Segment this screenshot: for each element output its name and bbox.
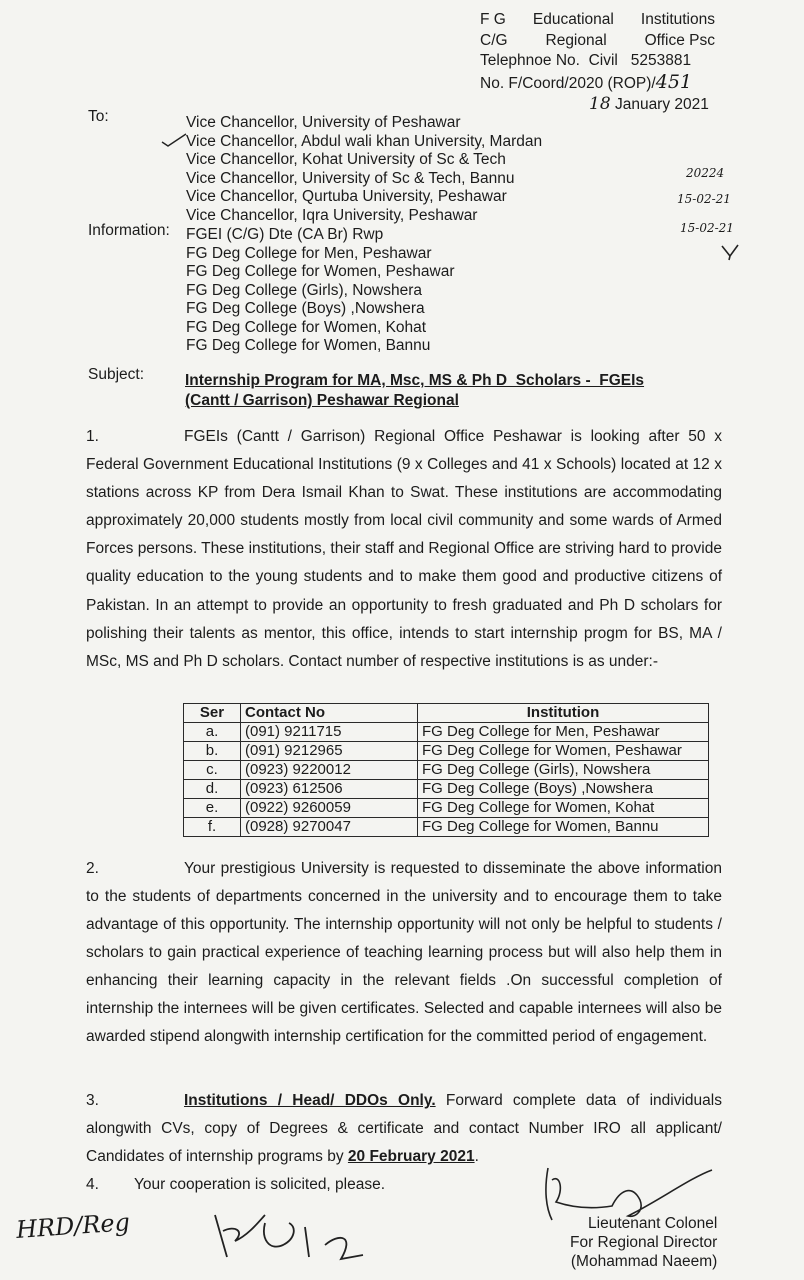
header-contact: Contact No xyxy=(241,704,418,723)
cell-contact: (0923) 612506 xyxy=(241,780,418,799)
subject-line-2: (Cantt / Garrison) Peshawar Regional xyxy=(185,392,459,409)
info-recipient: FG Deg College for Women, Peshawar xyxy=(186,263,455,280)
info-recipient: FG Deg College (Girls), Nowshera xyxy=(186,281,423,299)
letterhead-cg: C/G xyxy=(480,31,508,49)
info-recipient: FG Deg College for Men, Peshawar xyxy=(186,244,432,262)
subject-label: Subject: xyxy=(88,366,145,383)
date-day-handwritten: 18 xyxy=(589,94,611,114)
letterhead-regional: Regional xyxy=(545,31,607,49)
reference-prefix: No. F/Coord/2020 (ROP)/ xyxy=(480,74,656,92)
to-recipient: Vice Chancellor, Iqra University, Peshawar xyxy=(186,206,478,224)
signature-block xyxy=(570,1214,717,1271)
table-row xyxy=(184,761,709,780)
paragraph-3-text xyxy=(86,1087,722,1171)
paragraph-number: 4. xyxy=(86,1176,99,1193)
paragraph-3 xyxy=(86,1087,722,1171)
to-recipient: Vice Chancellor, Kohat University of Sc & Tech xyxy=(186,151,506,169)
info-recipient: FG Deg College (Boys) ,Nowshera xyxy=(186,300,425,317)
signatory-for: For Regional Director xyxy=(570,1234,718,1251)
to-recipient: Vice Chancellor, Qurtuba University, Peshawar xyxy=(186,188,507,206)
date-month-year: January 2021 xyxy=(614,96,709,113)
contact-table xyxy=(183,703,709,837)
header-ser: Ser xyxy=(184,704,241,723)
subject-text xyxy=(185,371,644,411)
paragraph-number: 3. xyxy=(86,1092,99,1109)
to-label: To: xyxy=(88,108,109,125)
to-recipient: Vice Chancellor, Abdul wali khan University, Mardan xyxy=(186,132,543,150)
info-recipient: FG Deg College for Women, Bannu xyxy=(186,337,431,354)
paragraph-number: 1. xyxy=(86,428,99,445)
cell-institution: FG Deg College for Women, Kohat xyxy=(418,799,709,818)
telephone-line: Telephnoe No. Civil 5253881 xyxy=(480,52,692,69)
to-recipient: Vice Chancellor, University of Peshawar xyxy=(186,114,461,131)
to-recipient: Vice Chancellor, University of Sc & Tech, Bannu xyxy=(186,169,515,187)
paragraph-3-heading: Institutions / Head/ DDOs Only. xyxy=(184,1092,436,1109)
table-row xyxy=(184,818,709,837)
info-recipient: FGEI (C/G) Dte (CA Br) Rwp xyxy=(186,226,384,243)
information-recipients-list xyxy=(186,226,455,356)
letterhead-fg: F G xyxy=(480,11,506,28)
letterhead-office: Office Psc xyxy=(644,31,715,49)
paragraph-4-text: Your cooperation is solicited, please. xyxy=(134,1176,386,1193)
cell-contact: (091) 9211715 xyxy=(241,723,418,742)
table-header-row xyxy=(184,704,709,723)
letterhead-educational: Educational xyxy=(532,11,614,28)
cell-ser: f. xyxy=(184,818,241,837)
paragraph-2 xyxy=(86,855,722,1051)
cell-institution: FG Deg College for Women, Peshawar xyxy=(418,742,709,761)
reference-number xyxy=(480,72,715,95)
subject-line-1: Internship Program for MA, Msc, MS & Ph D Scholars - FGEIs xyxy=(185,372,645,389)
signatory-name: (Mohammad Naeem) xyxy=(570,1253,718,1270)
paragraph-3-body: Forward complete data of individuals alongwith CVs, copy of Degrees & certificate and contact Number IRO all applicant/ Candidates of internship programs by xyxy=(86,1092,722,1165)
paragraph-2-text: Your prestigious University is requested to disseminate the above information to the students of departments concerned in the university and to encourage them to take advantage of this opportunity. The internship opportunity will not only be helpful to students / scholars to gain practical experience of teaching learning process but will also help them in enhancing their learning capacity in the relevant fields .On successful completion of internship the internees will be given certificates. Selected and capable internees will also be awarded stipend alongwith internship certification for the committed period of engagement. xyxy=(86,860,722,1045)
tick-mark-icon xyxy=(160,132,188,148)
cell-contact: (0923) 9220012 xyxy=(241,761,418,780)
cell-institution: FG Deg College for Men, Peshawar xyxy=(418,723,709,742)
diary-number-stamp: 20224 xyxy=(686,166,725,180)
table-row xyxy=(184,742,709,761)
cell-ser: a. xyxy=(184,723,241,742)
initial-mark-icon xyxy=(718,242,742,262)
cell-contact: (0922) 9260059 xyxy=(241,799,418,818)
table-row xyxy=(184,723,709,742)
cell-ser: e. xyxy=(184,799,241,818)
cell-institution: FG Deg College (Boys) ,Nowshera xyxy=(418,780,709,799)
paragraph-1 xyxy=(86,423,722,676)
cell-ser: c. xyxy=(184,761,241,780)
handwritten-initials-icon xyxy=(205,1205,365,1275)
paragraph-3-end: . xyxy=(474,1148,479,1165)
cell-institution: FG Deg College for Women, Bannu xyxy=(418,818,709,837)
paragraph-number: 2. xyxy=(86,860,99,877)
header-institution: Institution xyxy=(418,704,709,723)
cell-ser: d. xyxy=(184,780,241,799)
letterhead-institutions: Institutions xyxy=(640,11,715,28)
to-recipients-list xyxy=(186,114,542,226)
table-row xyxy=(184,799,709,818)
info-recipient: FG Deg College for Women, Kohat xyxy=(186,318,427,336)
cell-institution: FG Deg College (Girls), Nowshera xyxy=(418,761,709,780)
information-label: Information: xyxy=(88,222,170,239)
signatory-rank: Lieutenant Colonel xyxy=(588,1215,718,1232)
cell-contact: (0928) 9270047 xyxy=(241,818,418,837)
cell-contact: (091) 9212965 xyxy=(241,742,418,761)
cell-ser: b. xyxy=(184,742,241,761)
reference-handwritten: 451 xyxy=(655,70,692,93)
received-date-stamp-2: 15-02-21 xyxy=(680,221,734,235)
deadline-date: 20 February 2021 xyxy=(347,1148,475,1165)
handwritten-note: HRD/Reg xyxy=(15,1208,131,1244)
table-row xyxy=(184,780,709,799)
paragraph-1-text: FGEIs (Cantt / Garrison) Regional Office Peshawar is looking after 50 x Federal Government Educational Institutions (9 x Colleges and 41 x Schools) located at 12 x stations across KP from Dera Ismail Khan to Swat. These institutions are accommodating approximately 20,000 students mostly from local civil community and some wards of Armed Forces persons. These institutions, their staff and Regional Office are striving hard to provide quality education to the young students and to make them good and productive citizens of Pakistan. In an attempt to provide an opportunity to fresh graduated and Ph D scholars for polishing their talents as mentor, this office, intends to start internship progm for BS, MA / MSc, MS and Ph D scholars. Contact number of respective institutions is as under:- xyxy=(86,428,722,670)
letter-date xyxy=(589,94,709,114)
received-date-stamp: 15-02-21 xyxy=(677,192,731,206)
letterhead xyxy=(480,10,715,94)
